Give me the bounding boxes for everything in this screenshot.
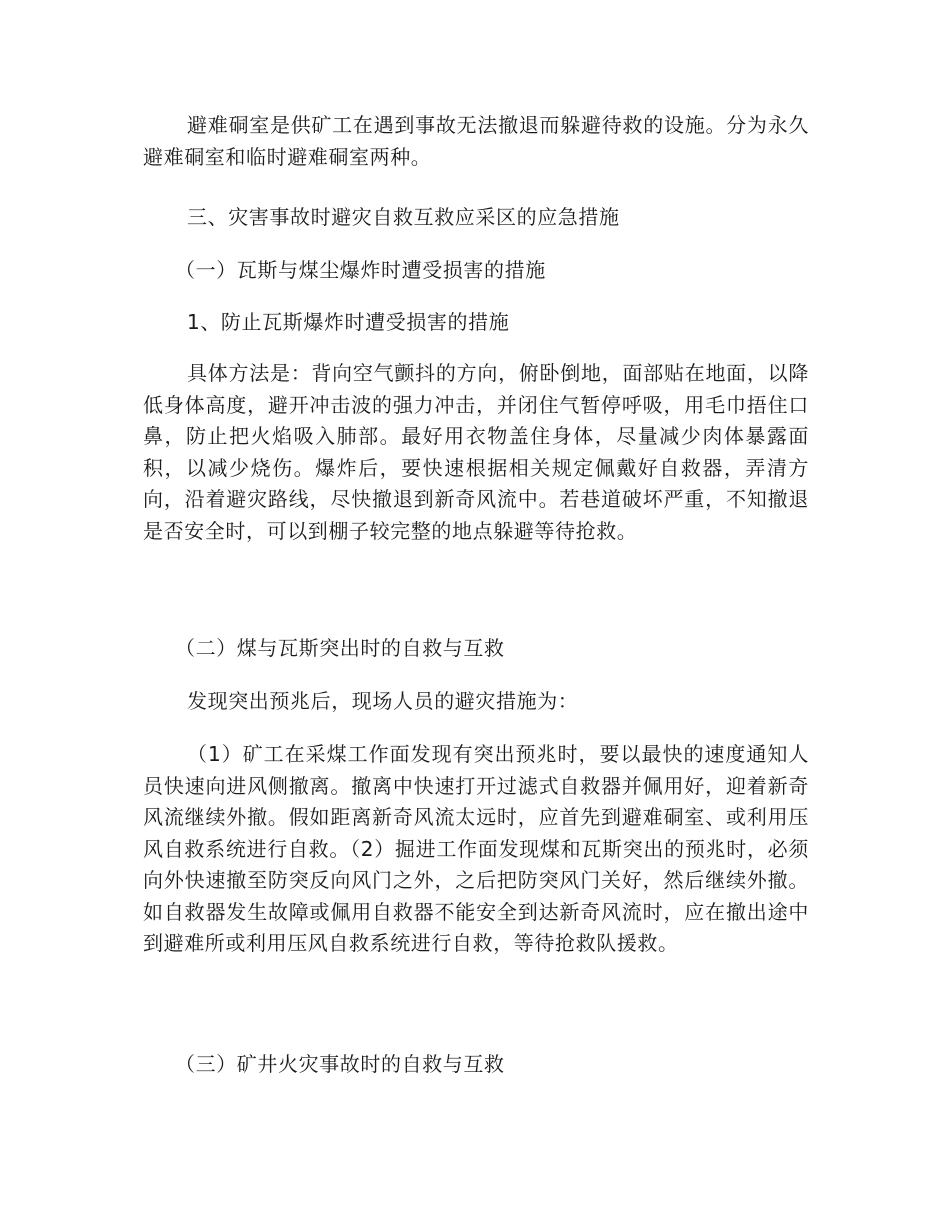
subheading-mine-fire: （三）矿井火灾事故时的自救与互救 [175, 1052, 505, 1076]
subheading-gas-explosion: （一）瓦斯与煤尘爆炸时遭受损害的措施 [175, 258, 546, 282]
paragraph-outburst-intro: 发现突出预兆后，现场人员的避灾措施为： [187, 689, 579, 713]
section-heading-3: 三、灾害事故时避灾自救互救应采区的应急措施 [187, 205, 620, 229]
subheading-outburst: （二）煤与瓦斯突出时的自救与互救 [175, 636, 505, 660]
paragraph-refuge-chamber: 避难硐室是供矿工在遇到事故无法撤退而躲避待救的设施。分为永久避难硐室和临时避难硐室两种。 [143, 113, 809, 169]
item-heading-1: 1、防止瓦斯爆炸时遭受损害的措施 [187, 310, 510, 334]
paragraph-outburst-measures: （1）矿工在采煤工作面发现有突出预兆时，要以最快的速度通知人员快速向进风侧撤离。撤离中快速打开过滤式自救器并佩用好，迎着新奇风流继续外撤。假如距离新奇风流太远时，应首先到避难硐室、或利用压风自救系统进行自救。（2）掘进工作面发现煤和瓦斯突出的预兆时，必须向外快速撤至防突反向风门之外，之后把防突风门关好，然后继续外撤。如自救器发生故障或佩用自救器不能安全到达新奇风流时，应在撤出途中到避难所或利用压风自救系统进行自救，等待抢救队援救。 [143, 742, 809, 955]
paragraph-specific-method: 具体方法是：背向空气颤抖的方向，俯卧倒地，面部贴在地面，以降低身体高度，避开冲击波的强力冲击，并闭住气暂停呼吸，用毛巾捂住口鼻，防止把火焰吸入肺部。最好用衣物盖住身体，尽量减少肉体暴露面积，以减少烧伤。爆炸后，要快速根据相关规定佩戴好自救器，弄清方向，沿着避灾路线，尽快撤退到新奇风流中。若巷道破坏严重，不知撤退是否安全时，可以到棚子较完整的地点躲避等待抢救。 [143, 361, 809, 543]
